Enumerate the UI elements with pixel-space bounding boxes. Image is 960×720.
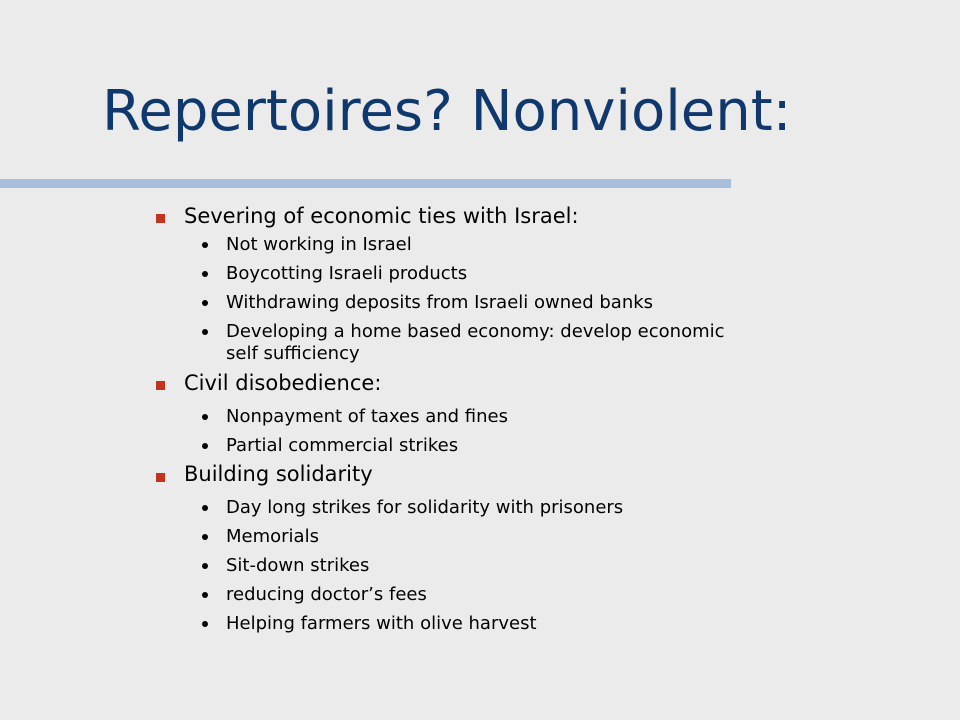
sub-item: Nonpayment of taxes and fines: [226, 406, 509, 427]
sub-item-continuation: self sufficiency: [226, 343, 360, 364]
sub-item: Helping farmers with olive harvest: [226, 613, 537, 634]
sub-item: Day long strikes for solidarity with prisoners: [226, 497, 624, 518]
dot-bullet-icon: [202, 534, 208, 540]
dot-bullet-icon: [202, 443, 208, 449]
sub-item: Memorials: [226, 526, 319, 547]
sub-item: Withdrawing deposits from Israeli owned banks: [226, 292, 654, 313]
sub-item: Sit-down strikes: [226, 555, 370, 576]
sub-item: Developing a home based economy: develop economic: [226, 321, 725, 342]
dot-bullet-icon: [202, 563, 208, 569]
bullet-civil-disobedience: Civil disobedience:: [184, 371, 382, 395]
square-bullet-icon: [156, 381, 165, 390]
dot-bullet-icon: [202, 242, 208, 248]
sub-item: Boycotting Israeli products: [226, 263, 468, 284]
bullet-building-solidarity: Building solidarity: [184, 462, 373, 486]
dot-bullet-icon: [202, 300, 208, 306]
square-bullet-icon: [156, 473, 165, 482]
square-bullet-icon: [156, 214, 165, 223]
bullet-economic-ties: Severing of economic ties with Israel:: [184, 204, 579, 228]
dot-bullet-icon: [202, 414, 208, 420]
sub-item: Partial commercial strikes: [226, 435, 459, 456]
dot-bullet-icon: [202, 505, 208, 511]
dot-bullet-icon: [202, 329, 208, 335]
dot-bullet-icon: [202, 271, 208, 277]
sub-item: reducing doctor’s fees: [226, 584, 427, 605]
sub-item: Not working in Israel: [226, 234, 412, 255]
dot-bullet-icon: [202, 621, 208, 627]
dot-bullet-icon: [202, 592, 208, 598]
slide-title: Repertoires? Nonviolent:: [102, 79, 792, 144]
